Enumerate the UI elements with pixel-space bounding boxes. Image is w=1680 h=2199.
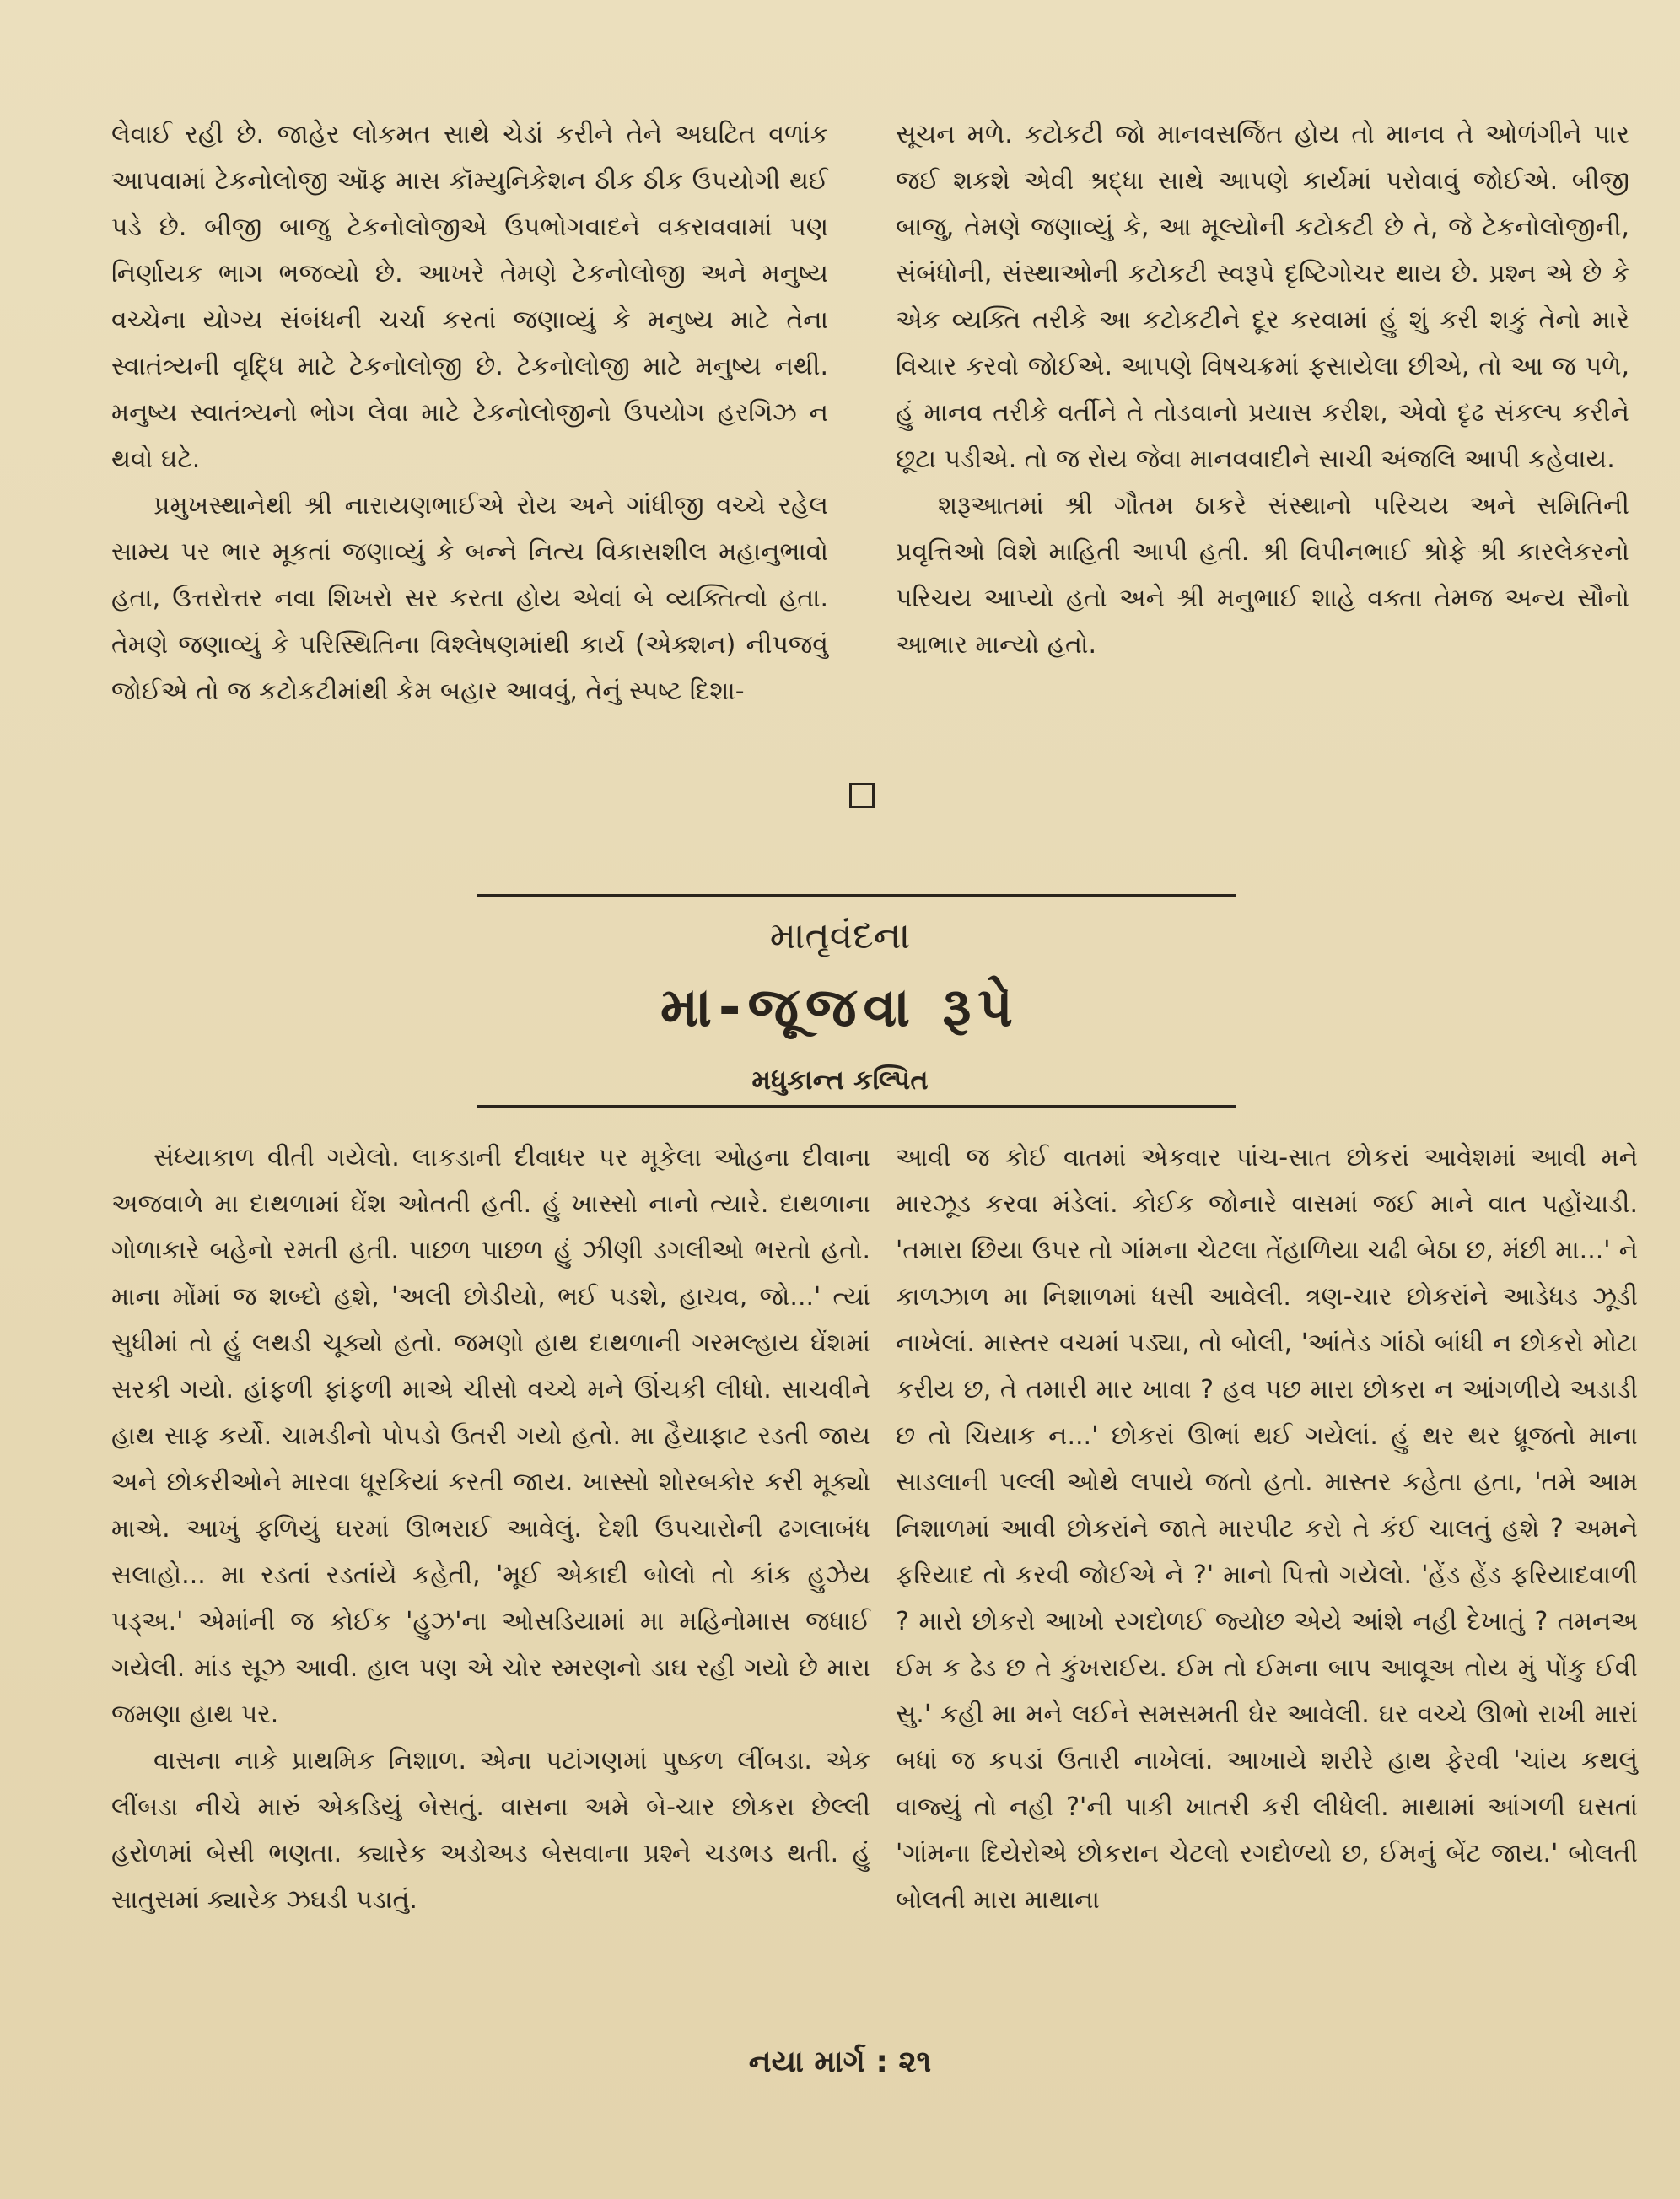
- bottom-right-column: [896, 1135, 1638, 1923]
- article-author: મધુકાન્ત કલ્પિત: [751, 1064, 929, 1096]
- end-of-article-square-icon: [849, 783, 875, 808]
- top-left-column: [111, 111, 828, 714]
- paragraph: વાસના નાકે પ્રાથમિક નિશાળ. એના પટાંગણમાં પુષ્કળ લીંબડા. એક લીંબડા નીચે મારું એકડિયું બેસતું. વાસના અમે બે-ચાર છોકરા છેલ્લી હરોળમાં બેસી ભણતા. ક્યારેક અડોઅડ બેસવાના પ્રશ્ને ચડભડ થતી. હું સાતુસમાં ક્યારેક ઝઘડી પડાતું.: [111, 1746, 870, 1915]
- paragraph: સંધ્યાકાળ વીતી ગયેલો. લાકડાની દીવાધર પર મૂકેલા ઓહના દીવાના અજવાળે મા દાથળામાં ઘેંશ ઓતતી હતી. હું ખાસ્સો નાનો ત્યારે. દાથળાના ગોળાકારે બહેનો રમતી હતી. પાછળ પાછળ હું ઝીણી ડગલીઓ ભરતો હતો. માના મોંમાં જ શબ્દો હશે, 'અલી છોડીયો, ભઈ પડશે, હાચવ, જો...' ત્યાં સુધીમાં તો હું લથડી ચૂક્યો હતો. જમણો હાથ દાથળાની ગરમલ્હાય ઘેંશમાં સરકી ગયો. હાંફળી ફાંફળી માએ ચીસો વચ્ચે મને ઊંચકી લીધો. સાચવીને હાથ સાફ કર્યો. ચામડીનો પોપડો ઉતરી ગયો હતો. મા હૈયાફાટ રડતી જાય અને છોકરીઓને મારવા ધૂરકિયાં કરતી જાય. ખાસ્સો શોરબકોર કરી મૂક્યો માએ. આખું ફળિયું ઘરમાં ઊભરાઈ આવેલું. દેશી ઉપચારોની ઢગલાબંધ સલાહો... મા રડતાં રડતાંયે કહેતી, 'મૂઈ એકાદી બોલો તો કાંક હુઝેય પડ્અ.' એમાંની જ કોઈક 'હુઝ'ના ઓસડિયામાં મા મહિનોમાસ જધાઈ ગયેલી. માંડ સૂઝ આવી. હાલ પણ એ ચોર સ્મરણનો ડાઘ રહી ગયો છે મારા જમણા હાથ પર.: [111, 1143, 870, 1729]
- title-bottom-divider: [477, 1105, 1236, 1108]
- page-footer: નયા માર્ગ : ૨૧: [748, 2045, 932, 2079]
- paragraph: પ્રમુખસ્થાનેથી શ્રી નારાયણભાઈએ રોય અને ગાંધીજી વચ્ચે રહેલ સામ્ય પર ભાર મૂકતાં જણાવ્યું કે બન્ને નિત્ય વિકાસશીલ મહાનુભાવો હતા, ઉત્તરોત્તર નવા શિખરો સર કરતા હોય એવાં બે વ્યક્તિત્વો હતા. તેમણે જણાવ્યું કે પરિસ્થિતિના વિશ્લેષણમાંથી કાર્ય (એક્શન) નીપજવું જોઈએ તો જ કટોકટીમાંથી કેમ બહાર આવવું, તેનું સ્પષ્ટ દિશા-: [111, 491, 828, 706]
- bottom-left-column: [111, 1135, 870, 1923]
- paragraph: શરૂઆતમાં શ્રી ગૌતમ ઠાકરે સંસ્થાનો પરિચય અને સમિતિની પ્રવૃત્તિઓ વિશે માહિતી આપી હતી. શ્રી વિપીનભાઈ શ્રોફે શ્રી કારલેકરનો પરિચય આપ્યો હતો અને શ્રી મનુભાઈ શાહે વક્તા તેમજ અન્ય સૌનો આભાર માન્યો હતો.: [896, 491, 1629, 660]
- article-title: મા-જૂજવા રૂપે: [660, 977, 1020, 1039]
- top-right-column: [896, 111, 1629, 668]
- section-label: માતૃવંદના: [769, 914, 911, 957]
- paragraph: આવી જ કોઈ વાતમાં એકવાર પાંચ-સાત છોકરાં આવેશમાં આવી મને મારઝૂડ કરવા મંડેલાં. કોઈક જોનારે વાસમાં જઈ માને વાત પહોંચાડી. 'તમારા છિયા ઉપર તો ગાંમના ચેટલા તેંહાળિયા ચઢી બેઠા છ, મંછી મા...' ને કાળઝાળ મા નિશાળમાં ધસી આવેલી. ત્રણ-ચાર છોકરાંને આડેધડ ઝૂડી નાખેલાં. માસ્તર વચમાં પડ્યા, તો બોલી, 'આંતેડ ગાંઠો બાંધી ન છોકરો મોટા કરીય છ, તે તમારી માર ખાવા ? હવ પછ મારા છોકરા ન આંગળીયે અડાડી છ તો ચિયાક ન...' છોકરાં ઊભાં થઈ ગયેલાં. હું થર થર ધ્રૂજતો માના સાડલાની પલ્લી ઓથે લપાયે જતો હતો. માસ્તર કહેતા હતા, 'તમે આમ નિશાળમાં આવી છોકરાંને જાતે મારપીટ કરો તે કંઈ ચાલતું હશે ? અમને ફરિયાદ તો કરવી જોઈએ ને ?' માનો પિત્તો ગયેલો. 'હેંડ હેંડ ફરિયાદવાળી ? મારો છોકરો આખો રગદોળઈ જ્યોછ એયે આંશે નહી દેખાતું ? તમનઅ ઈમ ક ઢેડ છ તે કુંખરાઈય. ઈમ તો ઈમના બાપ આવૂઅ તોય મું પોંકુ ઈવી સુ.' કહી મા મને લઈને સમસમતી ઘેર આવેલી. ઘર વચ્ચે ઊભો રાખી મારાં બધાં જ કપડાં ઉતારી નાખેલાં. આખાયે શરીરે હાથ ફેરવી 'ચાંય કથલું વાજ્યું તો નહી ?'ની પાકી ખાતરી કરી લીધેલી. માથામાં આંગળી ઘસતાં 'ગાંમના દિયેરોએ છોકરાન ચેટલો રગદોળ્યો છ, ઈમનું બેંટ જાય.' બોલતી બોલતી મારા માથાના: [896, 1143, 1638, 1915]
- title-top-divider: [477, 894, 1236, 897]
- paragraph: લેવાઈ રહી છે. જાહેર લોકમત સાથે ચેડાં કરીને તેને અઘટિત વળાંક આપવામાં ટેકનોલોજી ઑફ માસ કૉમ્યુનિકેશન ઠીક ઠીક ઉપયોગી થઈ પડે છે. બીજી બાજુ ટેકનોલોજીએ ઉપભોગવાદને વકરાવવામાં પણ નિર્ણાયક ભાગ ભજવ્યો છે. આખરે તેમણે ટેકનોલોજી અને મનુષ્ય વચ્ચેના યોગ્ય સંબંધની ચર્ચા કરતાં જણાવ્યું કે મનુષ્ય માટે તેના સ્વાતંત્ર્યની વૃદ્ધિ માટે ટેકનોલોજી છે. ટેકનોલોજી માટે મનુષ્ય નથી. મનુષ્ય સ્વાતંત્ર્યનો ભોગ લેવા માટે ટેકનોલોજીનો ઉપયોગ હરગિઝ ન થવો ઘટે.: [111, 120, 828, 474]
- paragraph: સૂચન મળે. કટોકટી જો માનવસર્જિત હોય તો માનવ તે ઓળંગીને પાર જઈ શકશે એવી શ્રદ્ધા સાથે આપણે કાર્યમાં પરોવાવું જોઈએ. બીજી બાજુ, તેમણે જણાવ્યું કે, આ મૂલ્યોની કટોકટી છે તે, જે ટેકનોલોજીની, સંબંધોની, સંસ્થાઓની કટોકટી સ્વરૂપે દૃષ્ટિગોચર થાય છે. પ્રશ્ન એ છે કે એક વ્યક્તિ તરીકે આ કટોકટીને દૂર કરવામાં હું શું કરી શકું તેનો મારે વિચાર કરવો જોઈએ. આપણે વિષચક્રમાં ફસાયેલા છીએ, તો આ જ પળે, હું માનવ તરીકે વર્તીને તે તોડવાનો પ્રયાસ કરીશ, એવો દૃઢ સંકલ્પ કરીને છૂટા પડીએ. તો જ રોય જેવા માનવવાદીને સાચી અંજલિ આપી કહેવાય.: [896, 120, 1629, 474]
